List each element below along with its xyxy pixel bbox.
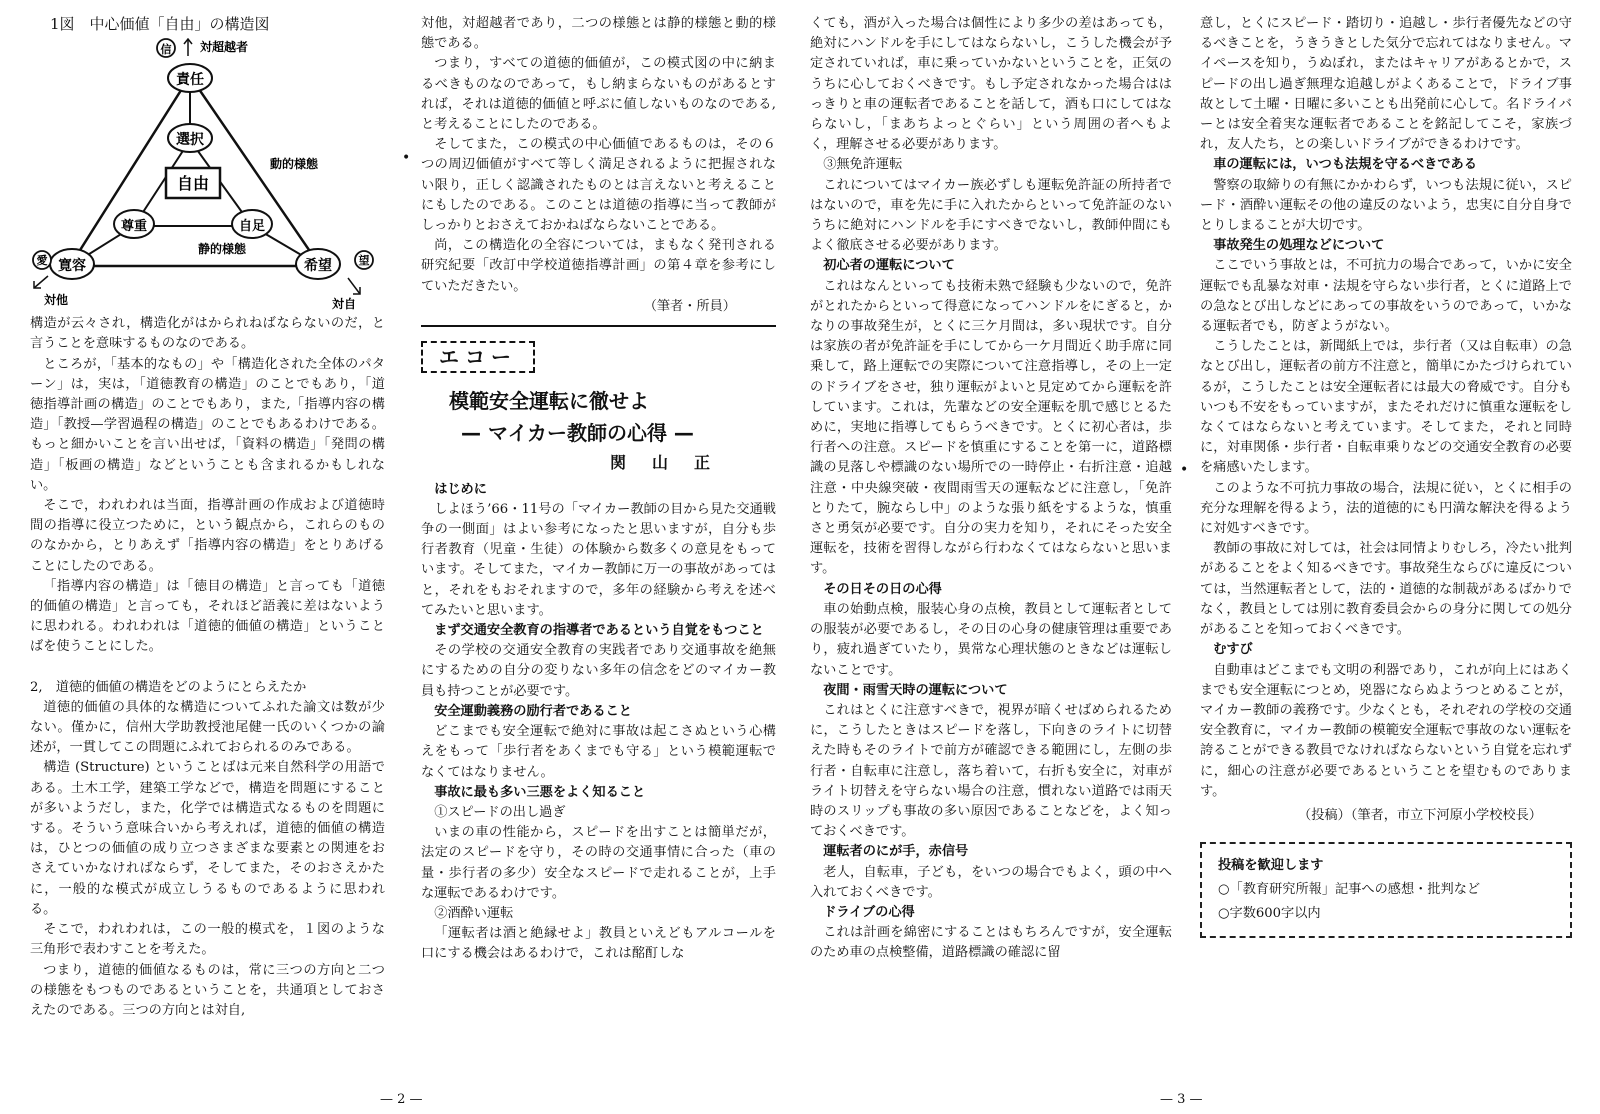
subheading: 車の運転には，いつも法規を守るべきである <box>1213 157 1477 173</box>
paragraph: そこで，われわれは当面，指導計画の作成および道徳時間の指導に役立つために，という観点から，これらのもののなかから，とりあえず「指導内容の構造」をとりあげることにしたのである。 <box>30 498 385 574</box>
list-heading: ②酒酔い運転 <box>434 905 514 921</box>
paragraph: 車の始動点検，服装心身の点検，教員として運転者としての服装が必要であるし，その日の心身の健康管理は重要であり，疲れ過ぎていたり，異常な心理状態のときなどは運転しないことです。 <box>810 601 1172 678</box>
node-right-inner: 自足 <box>238 219 266 235</box>
subheading: 運転者のにが手，赤信号 <box>823 844 969 860</box>
paragraph: 警察の取締りの有無にかかわらず，いつも法規に従い，スピード・酒酔い運転その他の違反のないよう，忠実に自分自身でとりしまることが大切です。 <box>1200 177 1572 234</box>
paragraph: 対他，対超越者であり，二つの様態とは静的様態と動的様態である。 <box>421 16 776 52</box>
paragraph: このような不可抗力事故の場合，法規に従い，とくに相手の充分な理解を得るよう，法的道徳的にも円満な解決を得るように対処すべきです。 <box>1200 480 1572 537</box>
notice-title: 投稿を歓迎します <box>1218 858 1324 874</box>
label-right-arrow: 対自 <box>332 297 357 312</box>
section-heading: 2, 道徳的価値の構造をどのようにとらえたか <box>30 679 307 695</box>
paragraph: くても，酒が入った場合は個性により多少の差はあっても，絶対にハンドルを手にしてはならないし，こうした機会が予定されていれば，車に乗っていかないということを，正気のうちに心しておくべきです。もし予定されなかった場合ははっきりと車の運転者であることを話して，酒も口にしてはならないし，「まあちよっとぐらい」という周囲の者へもよく，理解させる必要があります。 <box>810 16 1172 153</box>
paragraph: 構造 (Structure) ということばは元来自然科学の用語である。土木工学，建築工学などで，構造を問題にすることが多いようだし，また，化学では構造式なるものを問題にする。そういう意味合いから考えれば，道徳的価値の構造は，ひとつの価値の成り立つさまざまな要素との関連をおさえていかなければならず，そしてまた，そのおさえかたに，一般的な模式が成立しうるものであるように思われる。 <box>30 760 385 917</box>
paragraph: ここでいう事故とは，不可抗力の場合であって，いかに安全運転でも乱暴な対車・法規を守らない歩行者，とくに道路上での急なとび出しなどにあっての事故をいうのであって，いかなる運転者でも，防ぎようがない。 <box>1200 258 1572 335</box>
paragraph: その学校の交通安全教育の実践者であり交通事故を絶無にするための自分の変りない多年の信念をどのマイカー教員も持つことが必要です。 <box>421 643 776 699</box>
paragraph: つまり，道徳的価値なるものは，常に三つの方向と二つの様態をもつものであるということを，共通項としておさえたのである。三つの方向とは対自, <box>30 962 385 1018</box>
subheading: むすび <box>1213 642 1253 658</box>
paragraph: これはとくに注意すべきで，視界が暗くせばめられるために，こうしたときはスピードを落し，下向きのライトに切替えた時もそのライトで前方が確認できる範囲にし，左側の歩行者・自転車に注意し，落ち着いて，右折も安全に，対車がライト切替えを守らない場合の注意，慣れない道路では雨天時のスリップも事故の多い原因であることなどを，よく知っておくべきです。 <box>810 702 1172 840</box>
article-subtitle: — マイカー教師の心得 — <box>461 421 694 446</box>
margin-mark: • <box>402 150 411 166</box>
subheading: その日その日の心得 <box>823 581 942 597</box>
circle-right-label: 望 <box>358 254 370 268</box>
paragraph-gap <box>30 658 385 678</box>
paragraph: これは計画を綿密にすることはもちろんですが，安全運転のため車の点検整備，道路標識の確認に留 <box>810 925 1172 961</box>
label-dynamic: 動的様態 <box>270 157 319 172</box>
paragraph: 「運転者は酒と絶縁せよ」教員といえどもアルコールを口にする機会はあるわけで，これは酩酊しな <box>421 926 776 962</box>
subheading: はじめに <box>434 481 487 497</box>
page-number-right: — 3 — <box>1160 1092 1203 1107</box>
author-note: （筆者・所員） <box>643 298 736 314</box>
paragraph: 自動車はどこまでも文明の利器であり，これが向上にはあくまでも安全運転につとめ，兇器にならぬようつとめることが，マイカー教師の義務です。少なくとも，それぞれの学校の交通安全教育に，マイカー教師の模範安全運転で事故のない運転を誇ることができる教員でなければならないという自覚を忘れずに，細心の注意が必要であるということを望むものであります。 <box>1200 662 1572 799</box>
subheading: 安全運動義務の励行者であること <box>434 703 632 719</box>
paragraph: 意し，とくにスピード・踏切り・追越し・歩行者優先などの守るべきことを，うきうきとした気分で忘れてはなりません。マイペースを知り，うぬぼれ，またはキャリアがあるとかで，スピードの出し過ぎ無理な追越しがよくあることで，ドライブ事故として土曜・日曜に多いことも出発前に心して。名ドライバーとは安全着実な運転者であることを銘記してこそ，家族づれ，友人たち，との楽しいドライブができるわけです。 <box>1200 16 1572 153</box>
paragraph: これについてはマイカー族必ずしも運転免許証の所持者ではないので，車を先に手に入れたからといって免許証のないうちに絶対にハンドルを手にすべきでないし，教師仲間にもよく徹底させる必要があります。 <box>810 177 1172 254</box>
article-author: 関山正 <box>609 453 736 473</box>
subheading: 事故に最も多い三悪をよく知ること <box>434 784 646 800</box>
list-heading: ③無免許運転 <box>823 157 903 173</box>
paragraph: これはなんといっても技術未熟で経験も少ないので，免許がとれたからといって得意になってハンドルをにぎると，かなりの事故発生が，とくに三ケ月間は，多い現状です。自分は家族の者が免許証を手にしてから一ケ月間近く助手席に同乗して，路上運転での実際について注意指導し，その上一定のドライブをさせ，独り運転がよいと見定めてから運転を許しています。これは，先輩などの安全運転を肌で感じとるために，実地に指導してもらうべきです。とくに初心者は，歩行者への注意。スピードを慎重にすることを第一に，道路標識の見落しや標識のない場所での一時停止・右折注意・追越注意・中央線突破・夜間雨雪天の運転などに注意し，「免許とりたて，腕ならし中」のような張り紙をするような，慎重さと勇気が必要です。自分の実力を知り，それにそった安全運転を，技術を習得しながら行わなくてはならないと思います。 <box>810 278 1172 577</box>
paragraph: つまり，すべての道徳的価値が，この模式図の中に納まるべきものなのであって，もし納まらないものがあるとすれば，それは道徳的価値と呼ぶに値しないものなのである,と考えることにしたのである。 <box>421 56 776 133</box>
paragraph: しよほう’66・11号の「マイカー教師の目から見た交通戦争の一側面」はよい参考になったと思いますが，自分も歩行者教育（児童・生徒）の体験から数多くの意見をもっています。そしてまた，マイカー教師に万一の事故があってはと，それをもおそれますので，多年の経験から考えを述べてみたいと思います。 <box>421 501 776 618</box>
paragraph: 「指導内容の構造」は「徳目の構造」と言っても「道徳的価値の構造」と言っても，それほど語義に差はないように思われる。われわれは「道徳的価値の構造」ということばを使うことにした。 <box>30 578 385 655</box>
echo-label: エコー <box>421 341 535 373</box>
column-3 <box>810 14 1172 964</box>
paragraph: 道徳的価値の具体的な構造についてふれた論文は数が少ない。僅かに，信州大学助教授池尾健一氏のいくつかの論述が，一貫してこの問題にふれておられるのみである。 <box>30 699 385 756</box>
node-right: 希望 <box>304 258 332 275</box>
page-number-left: — 2 — <box>380 1092 423 1107</box>
node-left: 寛容 <box>58 258 86 275</box>
figure-title: 1図 中心価値「自由」の構造図 <box>50 15 270 33</box>
subheading: 夜間・雨雪天時の運転について <box>823 682 1008 698</box>
notice-item: ○字数600字以内 <box>1218 906 1321 922</box>
label-left-arrow: 対他 <box>44 293 69 308</box>
margin-mark: • <box>1180 462 1189 478</box>
submission-notice <box>1200 842 1572 938</box>
list-heading: ①スピードの出し過ぎ <box>434 804 566 820</box>
subheading: 事故発生の処理などについて <box>1213 238 1385 254</box>
node-top: 責任 <box>176 72 204 89</box>
column-2 <box>421 14 776 965</box>
column-4 <box>1200 14 1572 938</box>
paragraph: 教師の事故に対しては，社会は同情よりむしろ，冷たい批判があることをよく知るべきです。事故発生ならびに違反については，当然運転者として，法的・道徳的な制裁があるばかりでなく，教員としては別に教育委員会からの身分に関しての処分があることを知っておくべきです。 <box>1200 541 1572 638</box>
paragraph: こうしたことは，新聞紙上では，歩行者（又は自転車）の急なとび出し，運転者の前方不注意と，簡単にかたづけられているが，こうしたことは安全運転者には最大の脅威です。自分もいつも不安をもっていますが，またそれだけに慎重な運転をしなくてはならないと考えています。そしてまた，それと同時に，対車関係・歩行者・自転車乗りなどの交通安全教育の必要を痛感いたします。 <box>1200 339 1572 476</box>
label-top-arrow: 対超越者 <box>200 40 249 55</box>
section-divider <box>421 325 776 327</box>
node-left-inner: 尊重 <box>120 219 148 235</box>
subheading: 初心者の運転について <box>823 258 955 274</box>
paragraph: 構造が云々され，構造化がはかられねばならないのだ，と言うことを意味するものなのである。 <box>30 316 385 352</box>
label-static: 静的様態 <box>198 242 247 257</box>
notice-item: ○「教育研究所報」記事への感想・批判など <box>1218 882 1481 898</box>
paragraph: いまの車の性能から，スピードを出すことは簡単だが，法定のスピードを守り，その時の交通事情に合った（車の量・歩行者の多少）安全なスピードで走れることが，上手な運転であるわけです。 <box>421 825 776 901</box>
structure-diagram <box>30 38 385 314</box>
paragraph: 尚，この構造化の全容については，まもなく発刊される研究紀要「改訂中学校道徳指導計画」の第４章を参考にしていただきたい。 <box>421 238 776 294</box>
circle-left-label: 愛 <box>36 254 48 268</box>
paragraph: どこまでも安全運転で絶対に事故は起こさぬという心構えをもって「歩行者をあくまでも守る」という模範運転でなくてはなりません。 <box>421 724 776 780</box>
article-title: 模範安全運転に徹せよ <box>449 389 649 414</box>
paragraph: そしてまた，この模式の中心価値であるものは，その６つの周辺価値がすべて等しく満足されるように把握されない限り，正しく認識されたものとは言えないと考えることにもしたのである。このことは道徳の指導に当って教師がしっかりとおさえておかねばならないことである。 <box>421 137 776 234</box>
paragraph: 老人，自転車，子ども，をいつの場合でもよく，頭の中へ入れておくべきです。 <box>810 864 1172 900</box>
column-1 <box>30 14 385 1021</box>
subheading: ドライブの心得 <box>823 904 915 920</box>
circle-top-label: 信 <box>160 43 172 57</box>
paragraph: そこで，われわれは，この一般的模式を，１図のような三角形で表わすことを考えた。 <box>30 922 385 958</box>
author-note: （投稿）（筆者，市立下河原小学校校長） <box>1298 807 1542 823</box>
subheading: まず交通安全教育の指導者であるという自覚をもつこと <box>434 623 764 639</box>
center-value: 自由 <box>176 174 210 194</box>
paragraph: ところが，「基本的なもの」や「構造化された全体のパターン」は，実は，「道徳教育の構造」のことでもあり，「道徳指導計画の構造」のことでもあり，また,「指導内容の構造」「教授—学習過程の構造」のことでもあるわけである。もっと細かいことを言い出せば，「資料の構造」「発問の構造」「板画の構造」などということも含まれるかもしれない。 <box>30 356 385 493</box>
node-mid: 選択 <box>176 132 204 149</box>
